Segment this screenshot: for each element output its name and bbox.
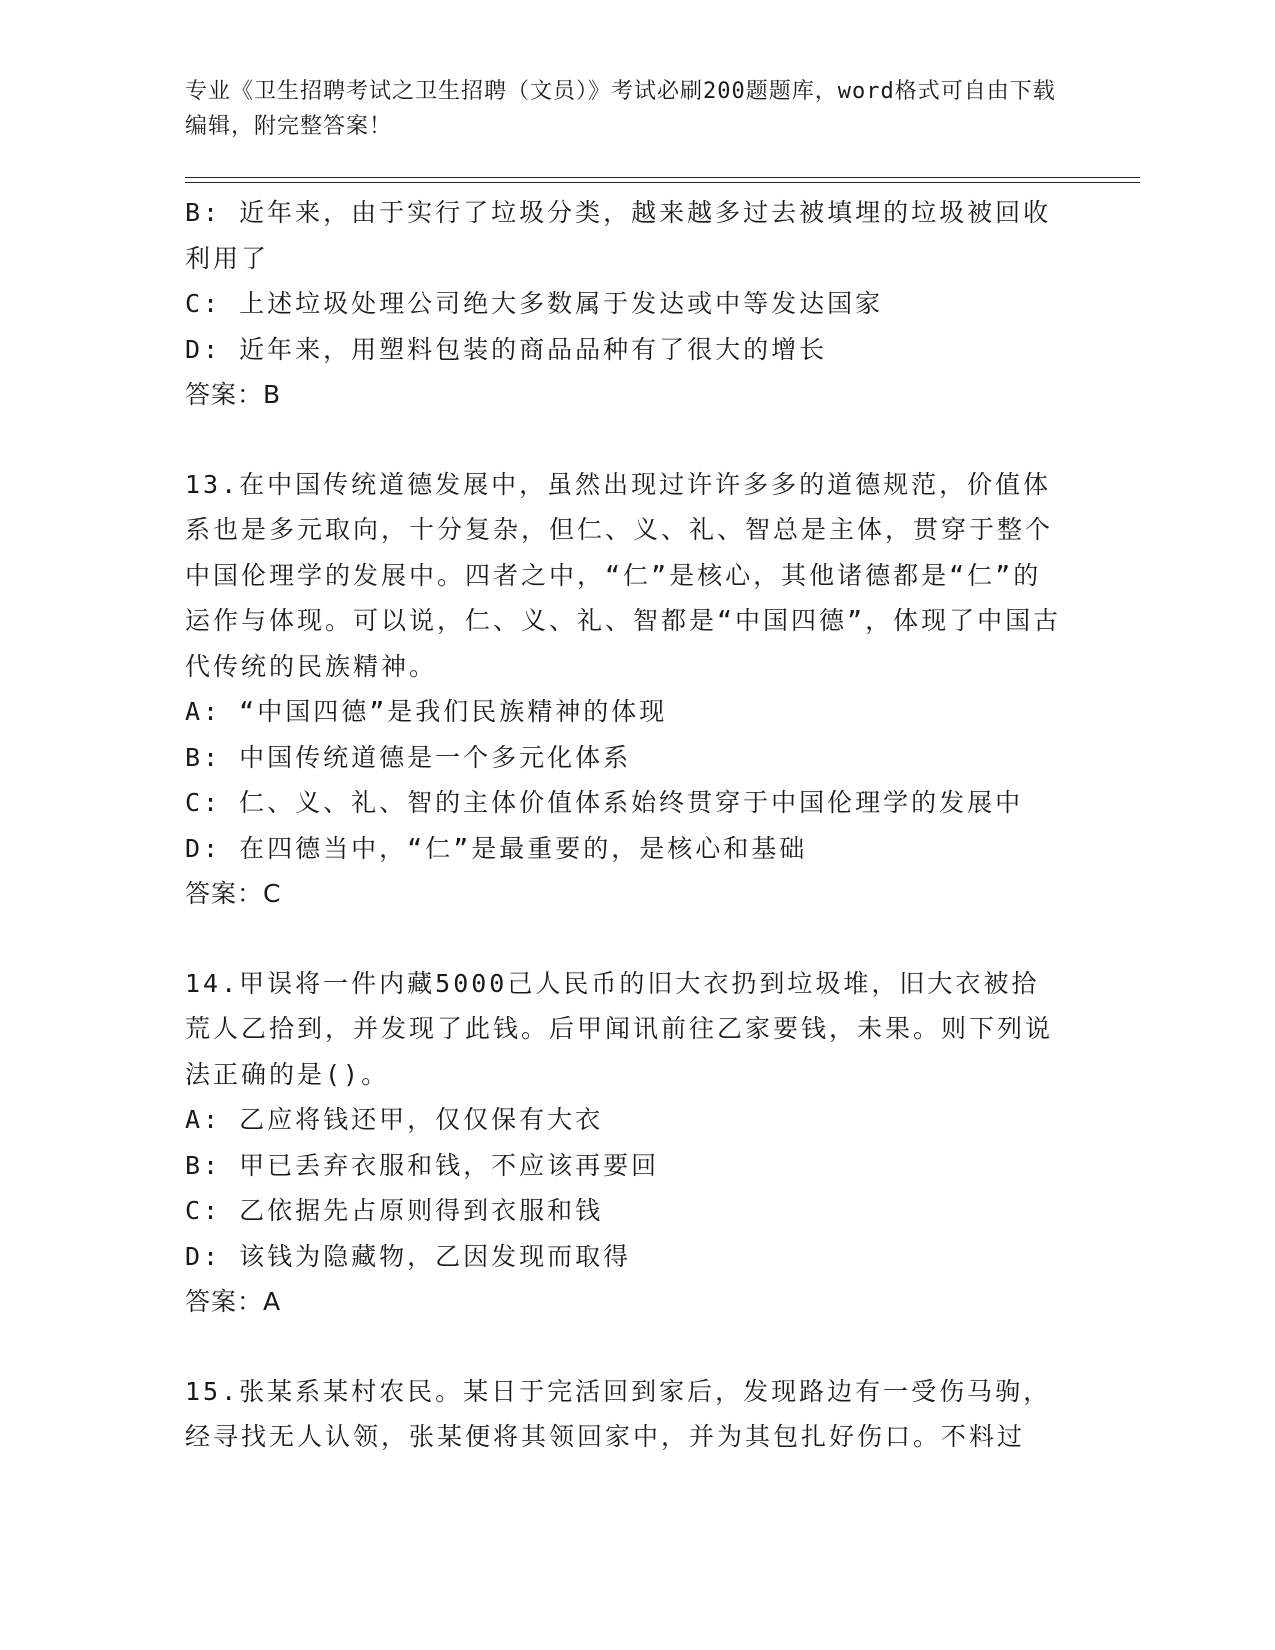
option-b: B: 甲已丢弃衣服和钱，不应该再要回 <box>185 1150 660 1180</box>
header-rule-top <box>185 177 1140 178</box>
document-header: 专业《卫生招聘考试之卫生招聘（文员）》考试必刷200题题库，word格式可自由下载编辑，附完整答案！ <box>185 79 1056 139</box>
option-d: D: 该钱为隐藏物，乙因发现而取得 <box>185 1241 632 1271</box>
option-c: C: 上述垃圾处理公司绝大多数属于发达或中等发达国家 <box>185 289 884 318</box>
spacer <box>185 418 1065 462</box>
question-stem: 15.张某系某村农民。某日于完活回到家后，发现路边有一受伤马驹，经寻找无人认领，张某便将其领回家中，并为其包扎好伤口。不料过 <box>185 1376 1052 1451</box>
option-c: C: 乙依据先占原则得到衣服和钱 <box>185 1196 604 1225</box>
option-d: D: 在四德当中，“仁”是最重要的，是核心和基础 <box>185 833 808 863</box>
question-15 <box>185 1369 1065 1460</box>
question-stem: 14.甲误将一件内藏5000己人民币的旧大衣扔到垃圾堆，旧大衣被拾荒人乙拾到，并发现了此钱。后甲闻讯前往乙家要钱，未果。则下列说法正确的是()。 <box>185 968 1054 1089</box>
answer: 答案：A <box>185 1287 282 1316</box>
option-a: A: 乙应将钱还甲，仅仅保有大衣 <box>185 1105 604 1134</box>
option-a: A: “中国四德”是我们民族精神的体现 <box>185 697 668 726</box>
answer: 答案：C <box>185 879 282 908</box>
spacer <box>185 1325 1065 1369</box>
spacer <box>185 917 1065 961</box>
header-rule-bottom <box>185 182 1140 183</box>
option-b: B: 近年来，由于实行了垃圾分类，越来越多过去被填埋的垃圾被回收利用了 <box>185 198 1052 273</box>
option-b: B: 中国传统道德是一个多元化体系 <box>185 742 632 772</box>
answer: 答案：B <box>185 380 282 409</box>
question-13 <box>185 462 1065 917</box>
question-12-tail <box>185 190 1065 418</box>
question-stem: 13.在中国传统道德发展中，虽然出现过许许多多的道德规范，价值体系也是多元取向，十分复杂，但仁、义、礼、智总是主体，贯穿于整个中国伦理学的发展中。四者之中，“仁”是核心，其他诸德都是“仁”的运作与体现。可以说，仁、义、礼、智都是“中国四德”，体现了中国古代传统的民族精神。 <box>185 469 1062 681</box>
question-14 <box>185 961 1065 1325</box>
option-d: D: 近年来，用塑料包装的商品品种有了很大的增长 <box>185 334 828 364</box>
option-c: C: 仁、义、礼、智的主体价值体系始终贯穿于中国伦理学的发展中 <box>185 788 1024 817</box>
document-body <box>185 190 1065 1460</box>
